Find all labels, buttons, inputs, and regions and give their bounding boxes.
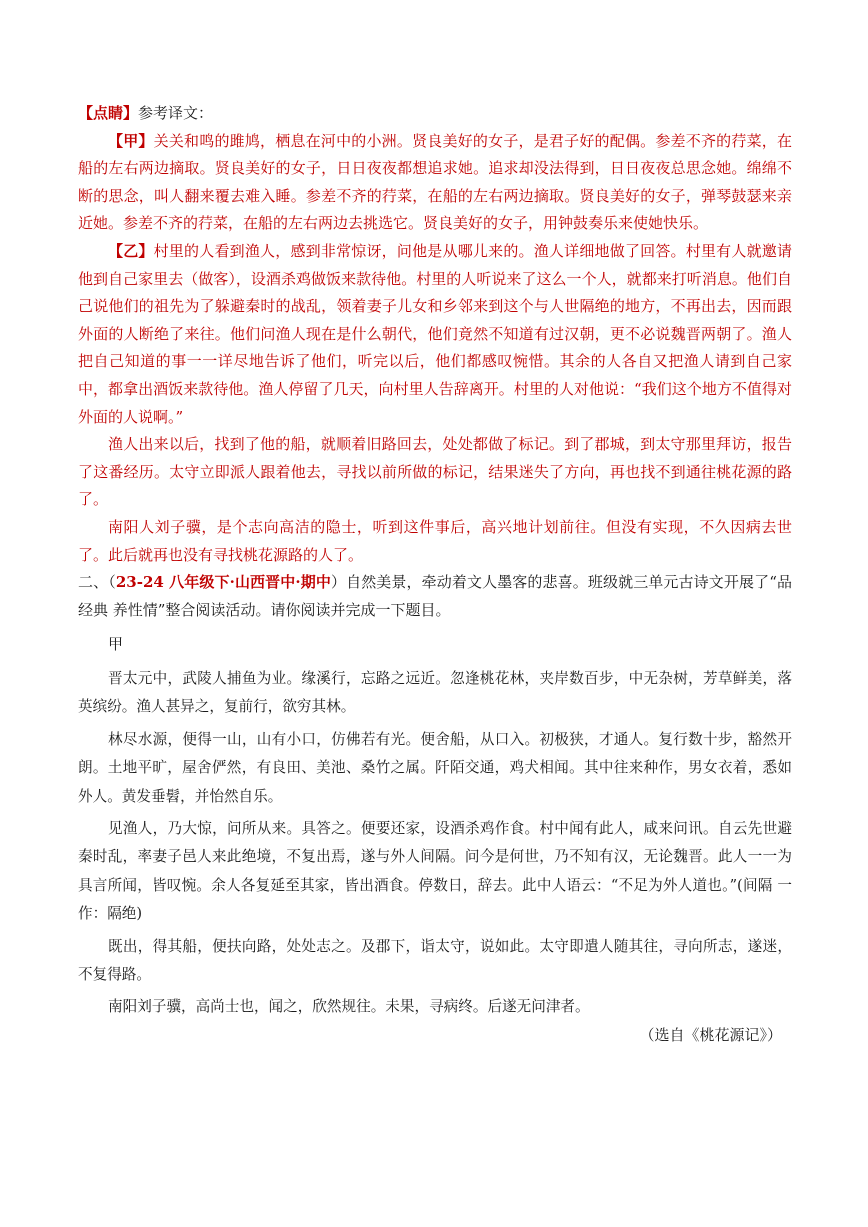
translation-para-4: 南阳人刘子骥，是个志向高洁的隐士，听到这件事后，高兴地计划前往。但没有实现，不久因病去世了。此后就再也没有寻找桃花源路的人了。 (78, 517, 792, 564)
passage-para-2: 林尽水源，便得一山，山有小口，仿佛若有光。便舍船，从口入。初极狭，才通人。复行数十步，豁然开朗。土地平旷，屋舍俨然，有良田、美池、桑竹之属。阡陌交通，鸡犬相闻。其中往来种作，男女衣着，悉如外人。黄发垂髫，并怡然自乐。 (78, 730, 792, 805)
jia-text: 关关和鸣的雎鸠，栖息在河中的小洲。贤良美好的女子，是君子好的配偶。参差不齐的荇菜，在船的左右两边摘取。贤良美好的女子，日日夜夜都想追求她。追求却没法得到，日日夜夜总思念她。绵绵不断的思念，叫人翻来覆去难入睡。参差不齐的荇菜，在船的左右两边摘取。贤良美好的女子，弹琴鼓瑟来亲近她。参差不齐的荇菜，在船的左右两边去挑选它。贤良美好的女子，用钟鼓奏乐来使她快乐。 (78, 131, 792, 233)
yi-tag: 【乙】 (108, 241, 154, 260)
translation-jia (78, 128, 792, 238)
section-label-jia: 甲 (108, 635, 124, 654)
document-content (78, 100, 792, 1049)
jia-tag: 【甲】 (108, 131, 154, 150)
question-source-open: （ (108, 573, 116, 592)
question-text: 自然美景，牵动着文人墨客的悲喜。班级就三单元古诗文开展了“品经典 养性情”整合阅读活动。请你阅读并完成一下题目。 (78, 573, 792, 619)
yi-text: 村里的人看到渔人，感到非常惊讶，问他是从哪儿来的。渔人详细地做了回答。村里有人就邀请他到自己家里去（做客），设酒杀鸡做饭来款待他。村里的人听说来了这么一个人，就都来打听消息。他们自己说他们的祖先为了躲避秦时的战乱，领着妻子儿女和乡邻来到这个与人世隔绝的地方，不再出去，因而跟外面的人断绝了来往。他们问渔人现在是什么朝代，他们竟然不知道有过汉朝，更不必说魏晋两朝了。渔人把自己知道的事一一详尽地告诉了他们，听完以后，他们都感叹惋惜。其余的人各自又把渔人请到自己家中，都拿出酒饭来款待他。渔人停留了几天，向村里人告辞离开。村里的人对他说：“我们这个地方不值得对外面的人说啊。” (78, 241, 792, 426)
question-source: 23-24 八年级下·山西晋中·期中 (115, 573, 331, 592)
passage-para-4: 既出，得其船，便扶向路，处处志之。及郡下，诣太守，说如此。太守即遣人随其往，寻向所志，遂迷，不复得路。 (78, 937, 792, 983)
answer-heading (78, 100, 792, 128)
question-number: 二、 (78, 573, 109, 592)
translation-para-3: 渔人出来以后，找到了他的船，就顺着旧路回去，处处都做了标记。到了郡城，到太守那里拜访，报告了这番经历。太守立即派人跟着他去，寻找以前所做的标记，结果迷失了方向，再也找不到通往桃花源的路了。 (78, 435, 792, 509)
answer-label: 【点睛】 (78, 104, 139, 122)
passage-source-note: （选自《桃花源记》） (639, 1025, 782, 1044)
question-source-close: ） (330, 573, 347, 592)
passage-para-5: 南阳刘子骥，高尚士也，闻之，欣然规往。未果，寻病终。后遂无问津者。 (108, 998, 590, 1016)
passage-para-1: 晋太元中，武陵人捕鱼为业。缘溪行，忘路之远近。忽逢桃花林，夹岸数百步，中无杂树，芳草鲜美，落英缤纷。渔人甚异之，复前行，欲穷其林。 (78, 669, 792, 716)
answer-title: 参考译文： (138, 104, 214, 122)
passage-para-3: 见渔人，乃大惊，问所从来。具答之。便要还家，设酒杀鸡作食。村中闻有此人，咸来问讯。自云先世避秦时乱，率妻子邑人来此绝境，不复出焉，遂与外人间隔。问今是何世，乃不知有汉，无论魏晋。此人一一为具言所闻，皆叹惋。余人各复延至其家，皆出酒食。停数日，辞去。此中人语云：“不足为外人道也。”(间隔 一作：隔绝) (78, 819, 792, 923)
question-two (78, 569, 792, 624)
translation-yi (78, 238, 792, 431)
